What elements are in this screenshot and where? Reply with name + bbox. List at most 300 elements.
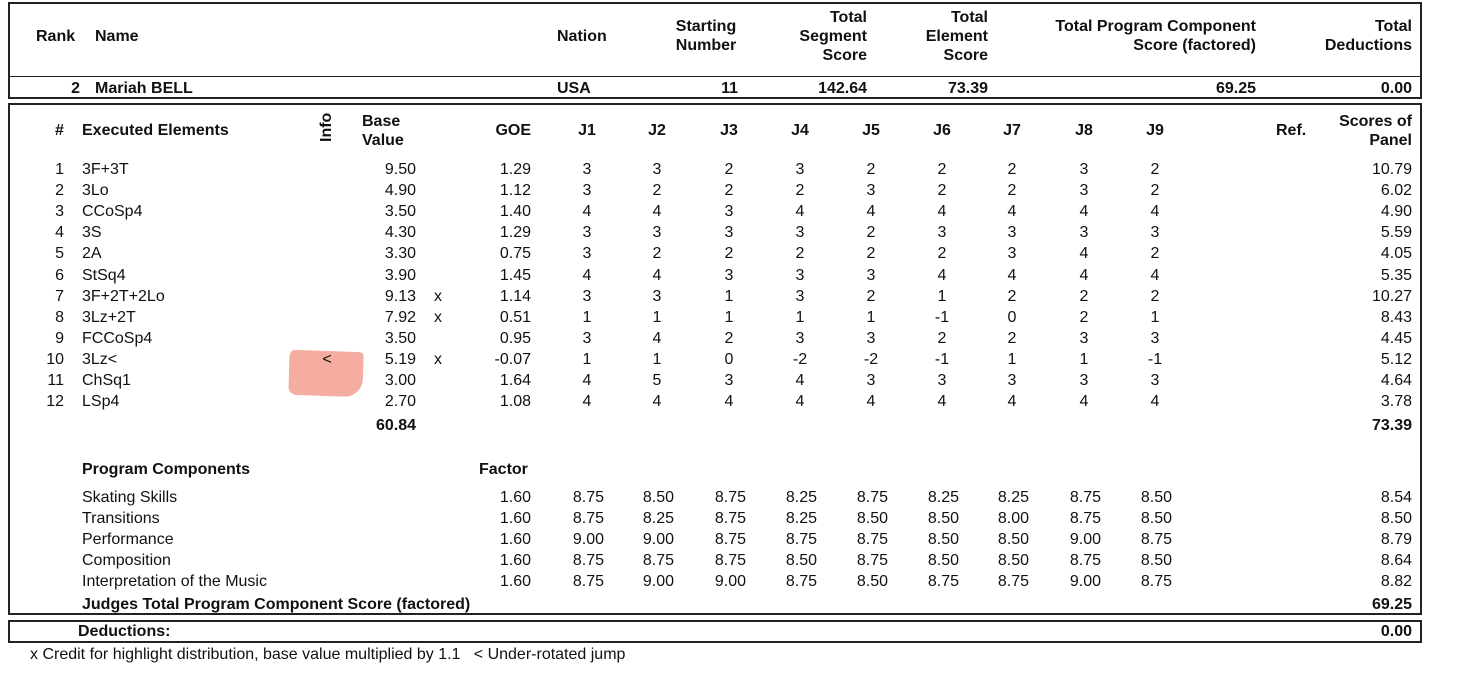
element-judge-score: 3: [1150, 329, 1160, 347]
element-judge-score: 2: [1007, 329, 1017, 347]
element-bonus-marker: x: [434, 308, 442, 326]
component-judge-score: 8.25: [785, 489, 817, 506]
element-row: [0, 202, 1460, 223]
skater-total-element-score: 73.39: [947, 80, 988, 97]
element-judge-score: 3: [652, 161, 662, 178]
element-judge-score: 4: [795, 372, 805, 389]
element-judge-score: 3: [795, 329, 805, 347]
element-code: 3F+2T+2Lo: [82, 287, 165, 305]
element-judge-score: 3: [652, 224, 662, 242]
element-number: 12: [46, 393, 64, 411]
element-judge-score: 4: [652, 393, 662, 411]
element-judge-score: 4: [1079, 266, 1089, 284]
col-panel-line-1: Scores of: [1339, 113, 1412, 130]
component-judge-score: 8.50: [856, 510, 888, 528]
component-name: Transitions: [82, 510, 160, 528]
component-factor: 1.60: [499, 552, 531, 570]
element-judge-score: 4: [937, 266, 947, 284]
element-judge-score: 3: [724, 224, 734, 242]
header-starting-line-2: Number: [675, 37, 737, 54]
program-components-title: Program Components: [82, 461, 251, 478]
element-panel-score: 6.02: [1380, 182, 1412, 200]
component-judge-score: 8.75: [714, 552, 746, 570]
element-judge-score: 1: [1150, 308, 1160, 326]
element-base-value: 4.30: [384, 224, 416, 242]
element-number: 11: [47, 372, 64, 389]
element-judge-score: 2: [1079, 287, 1089, 305]
element-number: 6: [55, 266, 64, 284]
element-number: 1: [55, 161, 64, 178]
element-judge-score: 4: [582, 393, 592, 411]
component-judge-score: 8.75: [997, 573, 1029, 591]
component-row: [0, 509, 1460, 530]
component-judge-score: 9.00: [714, 573, 746, 591]
component-judge-score: 8.75: [927, 573, 959, 591]
element-row: [0, 287, 1460, 308]
element-judge-score: 2: [866, 224, 876, 242]
element-goe: 1.14: [499, 287, 531, 305]
skater-total-pcs: 69.25: [1215, 80, 1256, 97]
header-total-deductions-label: [1300, 17, 1412, 55]
factor-label: Factor: [479, 461, 528, 478]
component-judge-score: 9.00: [572, 531, 604, 549]
element-row: [0, 371, 1460, 392]
component-row: [0, 488, 1460, 509]
element-judge-score: 3: [582, 287, 592, 305]
element-code: 3Lo: [82, 182, 109, 200]
skater-total-segment-score: 142.64: [818, 80, 867, 97]
element-number: 10: [46, 350, 64, 368]
element-goe: 1.64: [499, 372, 531, 389]
element-judge-score: 3: [582, 245, 592, 263]
col-judge-label: J1: [578, 122, 596, 139]
header-rank-label: Rank: [36, 28, 76, 45]
element-judge-score: 2: [1150, 161, 1160, 178]
element-judge-score: -1: [934, 308, 950, 326]
header-deductions-line-2: Deductions: [1324, 37, 1412, 54]
element-judge-score: 1: [795, 308, 805, 326]
col-info-label: [318, 112, 338, 150]
element-goe: 0.95: [499, 329, 531, 347]
element-judge-score: 4: [795, 203, 805, 221]
element-base-value: 5.19: [384, 350, 416, 368]
component-judge-score: 8.75: [1069, 552, 1101, 570]
total-scores-of-panel: 73.39: [1371, 417, 1412, 434]
element-judge-score: 1: [724, 287, 734, 305]
element-goe: -0.07: [494, 350, 531, 368]
component-judge-score: 8.75: [714, 489, 746, 506]
component-judge-score: 8.50: [927, 531, 959, 549]
element-panel-score: 5.59: [1380, 224, 1412, 242]
element-panel-score: 3.78: [1380, 393, 1412, 411]
component-judge-score: 8.00: [997, 510, 1029, 528]
element-judge-score: 0: [1007, 308, 1017, 326]
header-element-line-2: Element: [925, 28, 988, 45]
element-code: 2A: [82, 245, 102, 263]
component-row: [0, 530, 1460, 551]
component-judge-score: 8.50: [997, 531, 1029, 549]
element-judge-score: 3: [1079, 329, 1089, 347]
element-judge-score: 4: [652, 329, 662, 347]
col-panel-line-2: Panel: [1369, 132, 1412, 149]
element-judge-score: 3: [724, 372, 734, 389]
element-judge-score: 3: [582, 224, 592, 242]
component-judge-score: 8.50: [1140, 510, 1172, 528]
element-judge-score: 3: [582, 182, 592, 200]
component-judge-score: 8.75: [785, 531, 817, 549]
skater-rank: 2: [71, 80, 80, 97]
element-panel-score: 5.35: [1380, 266, 1412, 284]
header-element-line-1: Total: [950, 9, 988, 26]
element-judge-score: 4: [1007, 393, 1017, 411]
deductions-value: 0.00: [1380, 623, 1412, 640]
component-judge-score: 8.50: [927, 552, 959, 570]
component-judge-score: 9.00: [1069, 531, 1101, 549]
component-judge-score: 8.75: [1069, 489, 1101, 506]
col-judge-label: J3: [720, 122, 738, 139]
col-judge-label: J8: [1075, 122, 1093, 139]
element-row: [0, 329, 1460, 350]
element-panel-score: 5.12: [1380, 350, 1412, 368]
element-judge-score: 2: [1007, 161, 1017, 178]
element-goe: 1.29: [499, 224, 531, 242]
element-judge-score: 3: [724, 266, 734, 284]
element-judge-score: 4: [652, 203, 662, 221]
element-judge-score: 2: [866, 287, 876, 305]
element-judge-score: 1: [937, 287, 947, 305]
component-judge-score: 8.50: [856, 573, 888, 591]
component-judge-score: 8.75: [572, 510, 604, 528]
element-judge-score: 3: [1007, 224, 1017, 242]
element-judge-score: -1: [1147, 350, 1163, 368]
element-judge-score: 2: [724, 182, 734, 200]
element-judge-score: 4: [1007, 266, 1017, 284]
col-executed-elements-label: Executed Elements: [82, 122, 229, 139]
element-code: LSp4: [82, 393, 120, 411]
total-base-value: 60.84: [375, 417, 416, 434]
element-judge-score: 3: [866, 182, 876, 200]
component-judge-score: 9.00: [642, 531, 674, 549]
col-base-line-2: Value: [362, 132, 404, 149]
element-number: 8: [55, 308, 64, 326]
component-judge-score: 9.00: [642, 573, 674, 591]
component-judge-score: 8.75: [572, 489, 604, 506]
element-panel-score: 4.64: [1380, 372, 1412, 389]
element-bonus-marker: x: [434, 287, 442, 305]
element-judge-score: -1: [934, 350, 950, 368]
element-base-value: 9.13: [384, 287, 416, 305]
header-deductions-line-1: Total: [1374, 18, 1412, 35]
element-judge-score: 3: [1079, 372, 1089, 389]
element-judge-score: 4: [1079, 203, 1089, 221]
element-row: [0, 223, 1460, 244]
element-judge-score: 3: [652, 287, 662, 305]
element-judge-score: 4: [866, 203, 876, 221]
element-judge-score: 3: [795, 161, 805, 178]
element-judge-score: 3: [582, 161, 592, 178]
element-judge-score: 3: [1079, 182, 1089, 200]
element-judge-score: -2: [863, 350, 879, 368]
element-judge-score: 1: [1007, 350, 1017, 368]
element-panel-score: 4.05: [1380, 245, 1412, 263]
col-base-value-label: [362, 112, 404, 150]
component-judge-score: 8.50: [642, 489, 674, 506]
element-row: [0, 266, 1460, 287]
component-judge-score: 8.75: [856, 552, 888, 570]
col-base-line-1: Base: [362, 113, 401, 130]
component-name: Skating Skills: [82, 489, 178, 506]
element-number: 9: [55, 329, 64, 347]
component-factor: 1.60: [499, 573, 531, 591]
element-judge-score: 2: [1150, 287, 1160, 305]
element-judge-score: 3: [1150, 224, 1160, 242]
element-judge-score: 0: [724, 350, 734, 368]
element-judge-score: 4: [582, 372, 592, 389]
element-judge-score: 2: [652, 245, 662, 263]
element-judge-score: 2: [866, 245, 876, 263]
element-judge-score: 3: [866, 266, 876, 284]
col-info-text: Info: [318, 112, 335, 142]
col-judge-label: J6: [933, 122, 951, 139]
legend-footnote: x Credit for highlight distribution, base value multiplied by 1.1 < Under-rotated jump: [30, 646, 626, 663]
header-pcs-line-2: Score (factored): [1133, 37, 1256, 54]
element-code: ChSq1: [82, 372, 131, 389]
element-judge-score: 2: [795, 182, 805, 200]
element-judge-score: 5: [652, 372, 662, 389]
element-judge-score: 1: [582, 308, 592, 326]
header-starting-line-1: Starting: [675, 18, 737, 35]
col-judge-label: J5: [862, 122, 880, 139]
element-base-value: 3.00: [384, 372, 416, 389]
element-goe: 0.75: [499, 245, 531, 263]
element-judge-score: 2: [937, 329, 947, 347]
component-judge-score: 8.75: [856, 531, 888, 549]
element-judge-score: 1: [582, 350, 592, 368]
component-judge-score: 8.75: [785, 573, 817, 591]
element-row: [0, 160, 1460, 181]
element-judge-score: 2: [937, 161, 947, 178]
header-starting-number-label: [660, 17, 752, 55]
element-judge-score: 2: [1150, 245, 1160, 263]
element-judge-score: 4: [866, 393, 876, 411]
component-name: Performance: [82, 531, 174, 549]
component-judge-score: 8.25: [785, 510, 817, 528]
element-judge-score: 2: [1150, 182, 1160, 200]
element-judge-score: 2: [866, 161, 876, 178]
component-judge-score: 8.75: [714, 510, 746, 528]
element-base-value: 3.90: [384, 266, 416, 284]
component-judge-score: 8.75: [1069, 510, 1101, 528]
judges-total-pcs-label: Judges Total Program Component Score (factored): [82, 596, 471, 613]
element-code: FCCoSp4: [82, 329, 153, 347]
element-panel-score: 10.27: [1371, 287, 1412, 305]
component-judge-score: 8.50: [1140, 489, 1172, 506]
component-factor: 1.60: [499, 510, 531, 528]
component-judge-score: 8.25: [997, 489, 1029, 506]
element-judge-score: 3: [1079, 161, 1089, 178]
element-row: [0, 350, 1460, 371]
element-judge-score: 1: [1079, 350, 1089, 368]
component-judge-score: 8.50: [1140, 552, 1172, 570]
header-pcs-line-1: Total Program Component: [1055, 18, 1256, 35]
header-name-label: Name: [95, 28, 139, 45]
element-code: 3Lz<: [82, 350, 118, 368]
element-goe: 0.51: [499, 308, 531, 326]
element-judge-score: 3: [724, 203, 734, 221]
element-judge-score: 3: [866, 372, 876, 389]
element-judge-score: 3: [866, 329, 876, 347]
component-factor: 1.60: [499, 489, 531, 506]
element-panel-score: 8.43: [1380, 308, 1412, 326]
element-panel-score: 4.45: [1380, 329, 1412, 347]
element-code: 3Lz+2T: [82, 308, 136, 326]
component-row: [0, 551, 1460, 572]
component-judge-score: 8.75: [572, 573, 604, 591]
col-scores-of-panel-label: [1310, 112, 1412, 150]
skater-starting-number: 11: [721, 80, 738, 97]
element-base-value: 4.90: [384, 182, 416, 200]
skater-name: Mariah BELL: [95, 80, 193, 97]
element-number: 7: [55, 287, 64, 305]
deductions-box: [8, 620, 1422, 643]
element-judge-score: 4: [1007, 203, 1017, 221]
element-judge-score: 4: [795, 393, 805, 411]
element-judge-score: 2: [937, 182, 947, 200]
component-panel-score: 8.64: [1380, 552, 1412, 570]
element-base-value: 9.50: [384, 161, 416, 178]
element-judge-score: 3: [937, 372, 947, 389]
col-judge-label: J2: [648, 122, 666, 139]
component-name: Composition: [82, 552, 171, 570]
element-judge-score: 3: [795, 266, 805, 284]
skater-total-deductions: 0.00: [1380, 80, 1412, 97]
col-ref-label: Ref.: [1276, 122, 1307, 139]
element-judge-score: 4: [724, 393, 734, 411]
element-judge-score: 4: [937, 393, 947, 411]
element-base-value: 3.50: [384, 329, 416, 347]
element-row: [0, 308, 1460, 329]
element-row: [0, 392, 1460, 413]
component-judge-score: 8.25: [927, 489, 959, 506]
header-segment-line-2: Segment: [799, 28, 867, 45]
element-judge-score: 4: [1150, 203, 1160, 221]
element-judge-score: 4: [937, 203, 947, 221]
element-judge-score: 2: [724, 161, 734, 178]
element-goe: 1.29: [499, 161, 531, 178]
component-panel-score: 8.50: [1380, 510, 1412, 528]
element-code: StSq4: [82, 266, 126, 284]
element-judge-score: 2: [652, 182, 662, 200]
element-row: [0, 181, 1460, 202]
col-judge-label: J7: [1003, 122, 1021, 139]
component-judge-score: 8.75: [714, 531, 746, 549]
element-base-value: 2.70: [384, 393, 416, 411]
component-judge-score: 9.00: [1069, 573, 1101, 591]
header-total-pcs-label: [1020, 17, 1256, 55]
element-judge-score: 4: [1079, 245, 1089, 263]
header-total-element-label: [900, 8, 988, 65]
element-judge-score: 3: [1079, 224, 1089, 242]
header-nation-label: Nation: [557, 28, 607, 45]
element-judge-score: 4: [582, 203, 592, 221]
component-name: Interpretation of the Music: [82, 573, 267, 591]
element-code: 3S: [82, 224, 102, 242]
element-judge-score: 2: [1079, 308, 1089, 326]
element-judge-score: 4: [582, 266, 592, 284]
element-judge-score: 4: [1079, 393, 1089, 411]
element-judge-score: 3: [582, 329, 592, 347]
element-judge-score: -2: [792, 350, 808, 368]
component-judge-score: 8.75: [1140, 573, 1172, 591]
element-row: [0, 244, 1460, 265]
header-total-segment-label: [760, 8, 867, 65]
deductions-label: Deductions:: [78, 623, 171, 640]
component-judge-score: 8.25: [642, 510, 674, 528]
element-judge-score: 1: [652, 308, 662, 326]
element-judge-score: 3: [1150, 372, 1160, 389]
col-judge-label: J4: [791, 122, 809, 139]
element-judge-score: 4: [1150, 266, 1160, 284]
element-goe: 1.45: [499, 266, 531, 284]
element-judge-score: 1: [724, 308, 734, 326]
component-panel-score: 8.79: [1380, 531, 1412, 549]
element-number: 2: [55, 182, 64, 200]
element-judge-score: 3: [795, 224, 805, 242]
element-panel-score: 4.90: [1380, 203, 1412, 221]
element-goe: 1.40: [499, 203, 531, 221]
element-judge-score: 4: [1150, 393, 1160, 411]
element-judge-score: 3: [1007, 245, 1017, 263]
element-judge-score: 3: [1007, 372, 1017, 389]
element-judge-score: 2: [795, 245, 805, 263]
element-judge-score: 1: [866, 308, 876, 326]
element-number: 4: [55, 224, 64, 242]
element-judge-score: 3: [795, 287, 805, 305]
skater-nation: USA: [557, 80, 591, 97]
component-judge-score: 8.75: [642, 552, 674, 570]
element-judge-score: 3: [937, 224, 947, 242]
element-info: <: [322, 350, 332, 368]
component-row: [0, 572, 1460, 593]
element-judge-score: 2: [1007, 182, 1017, 200]
col-num-label: #: [55, 122, 64, 139]
element-base-value: 3.30: [384, 245, 416, 263]
component-judge-score: 8.75: [1140, 531, 1172, 549]
component-judge-score: 8.75: [856, 489, 888, 506]
col-goe-label: GOE: [495, 122, 531, 139]
element-judge-score: 2: [724, 245, 734, 263]
element-base-value: 7.92: [384, 308, 416, 326]
element-goe: 1.12: [499, 182, 531, 200]
element-base-value: 3.50: [384, 203, 416, 221]
element-judge-score: 2: [724, 329, 734, 347]
header-segment-line-1: Total: [829, 9, 867, 26]
element-judge-score: 1: [652, 350, 662, 368]
element-code: CCoSp4: [82, 203, 143, 221]
component-judge-score: 8.50: [927, 510, 959, 528]
judges-total-pcs-value: 69.25: [1371, 596, 1412, 613]
header-element-line-3: Score: [943, 47, 988, 64]
element-code: 3F+3T: [82, 161, 129, 178]
element-judge-score: 2: [937, 245, 947, 263]
component-judge-score: 8.50: [997, 552, 1029, 570]
header-divider: [10, 76, 1420, 77]
element-bonus-marker: x: [434, 350, 442, 368]
col-judge-label: J9: [1146, 122, 1164, 139]
component-judge-score: 8.50: [785, 552, 817, 570]
element-goe: 1.08: [499, 393, 531, 411]
component-judge-score: 8.75: [572, 552, 604, 570]
